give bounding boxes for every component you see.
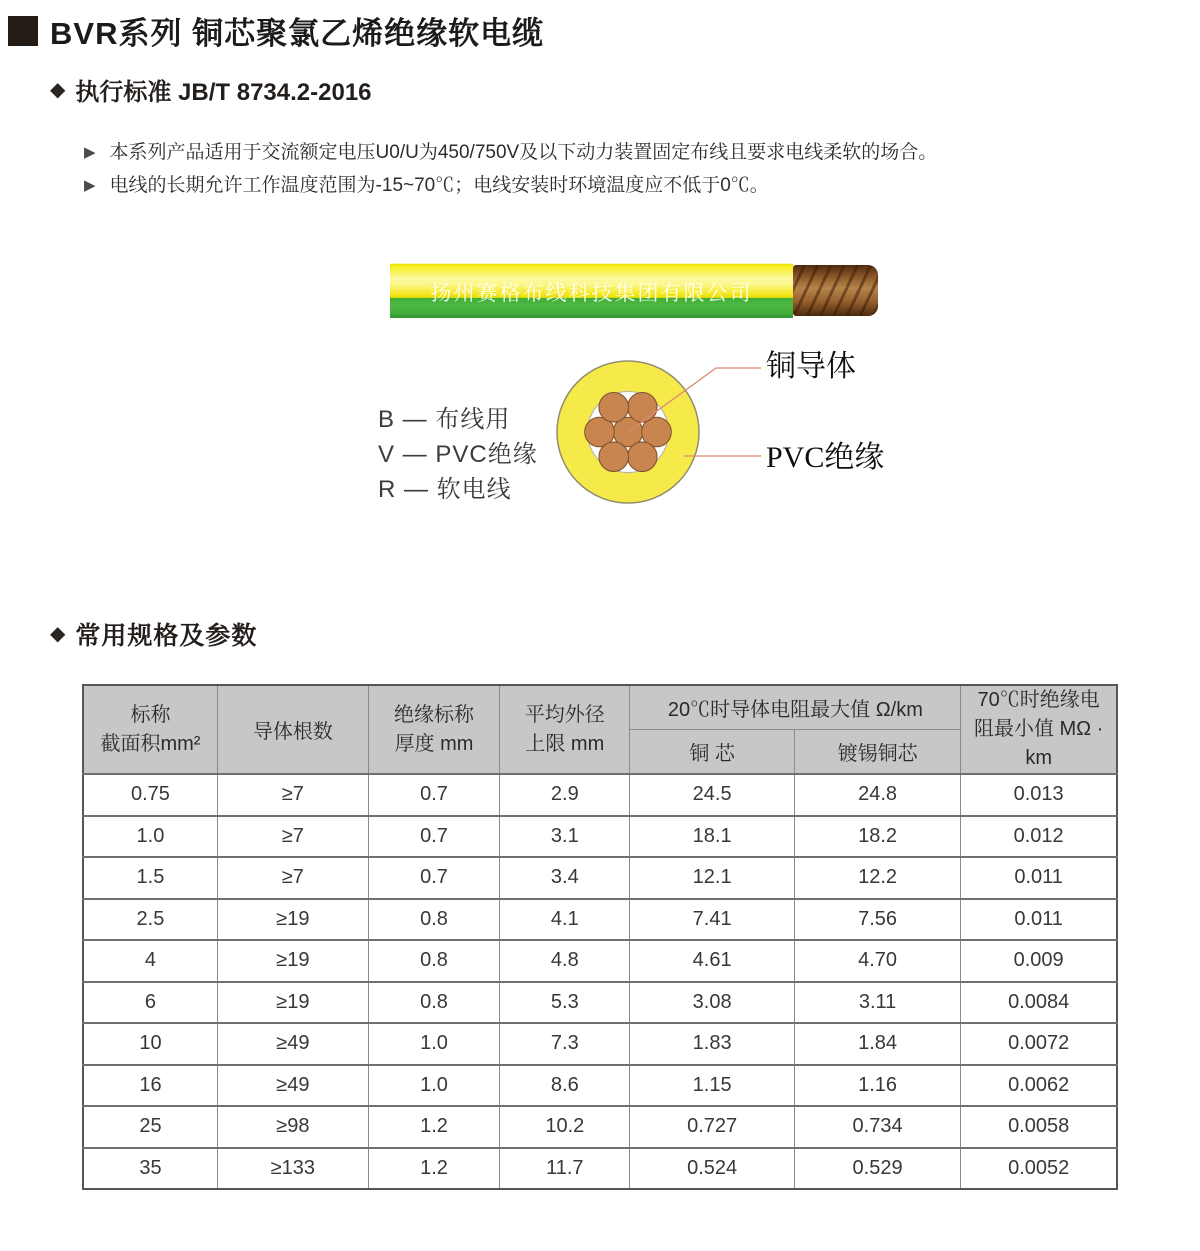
table-cell: 0.727 [630,1106,794,1148]
table-cell: ≥19 [217,940,368,982]
table-cell: 24.8 [794,774,960,816]
table-row [83,899,1117,941]
feature-text: 电线的长期允许工作温度范围为-15~70℃；电线安装时环境温度应不低于0℃。 [109,175,769,196]
table-cell: 0.734 [794,1106,960,1148]
table-row [83,857,1117,899]
table-cell: 18.1 [630,816,794,858]
table-row [83,1106,1117,1148]
table-cell: 1.2 [368,1148,499,1190]
copper-strand-end [793,265,878,316]
table-cell: 3.1 [500,816,630,858]
table-cell: ≥98 [217,1106,368,1148]
standard-text: 执行标准 JB/T 8734.2-2016 [75,79,372,106]
cable-brand-text: 扬州赛格布线科技集团有限公司 [430,281,753,305]
table-cell: ≥7 [217,857,368,899]
table-cell: 1.83 [630,1023,794,1065]
table-cell: 25 [83,1106,217,1148]
title-square-icon [8,16,38,46]
table-cell: 0.013 [961,774,1117,816]
standard-row [50,72,372,107]
spec-table-body [83,774,1117,1189]
table-cell: 1.2 [368,1106,499,1148]
table-cell: 0.0062 [961,1065,1117,1107]
bvr-legend [378,402,538,507]
table-cell: 7.41 [630,899,794,941]
table-cell: ≥19 [217,899,368,941]
header-conductor-count: 导体根数 [217,685,368,774]
table-cell: 1.0 [83,816,217,858]
table-cell: 0.7 [368,774,499,816]
table-cell: 0.8 [368,899,499,941]
table-row [83,774,1117,816]
table-cell: 0.524 [630,1148,794,1190]
insulation-label: PVC绝缘 [766,441,885,474]
table-cell: 0.8 [368,982,499,1024]
header-copper-core: 铜 芯 [630,730,794,775]
table-row [83,816,1117,858]
table-cell: 16 [83,1065,217,1107]
header-tinned-copper-core: 镀锡铜芯 [794,730,960,775]
table-cell: 4.1 [500,899,630,941]
table-cell: ≥49 [217,1065,368,1107]
table-cell: 0.009 [961,940,1117,982]
table-cell: 12.1 [630,857,794,899]
table-cell: 0.012 [961,816,1117,858]
table-cell: 0.0058 [961,1106,1117,1148]
cross-section-diagram [548,352,763,522]
cable-illustration [390,263,793,318]
table-cell: 7.56 [794,899,960,941]
conductor-label: 铜导体 [766,350,856,383]
diamond-bullet-icon: ◆ [50,623,66,645]
table-cell: 4.70 [794,940,960,982]
table-cell: 0.7 [368,816,499,858]
table-cell: 3.11 [794,982,960,1024]
table-cell: 1.0 [368,1065,499,1107]
page-title-row [8,8,544,53]
table-cell: 10 [83,1023,217,1065]
table-cell: 24.5 [630,774,794,816]
table-cell: 10.2 [500,1106,630,1148]
legend-line-r: R — 软电线 [378,476,512,503]
feature-text: 本系列产品适用于交流额定电压U0/U为450/750V及以下动力装置固定布线且要求电线柔软的场合。 [109,142,938,163]
table-cell: 3.08 [630,982,794,1024]
table-cell: 1.5 [83,857,217,899]
table-row [83,1148,1117,1190]
spec-section-heading-row [50,616,257,652]
spec-table-header [83,685,1117,774]
table-cell: 0.529 [794,1148,960,1190]
table-cell: 1.15 [630,1065,794,1107]
table-cell: ≥7 [217,774,368,816]
table-cell: 0.011 [961,899,1117,941]
table-cell: ≥7 [217,816,368,858]
table-cell: 1.16 [794,1065,960,1107]
page-title: BVR系列 铜芯聚氯乙烯绝缘软电缆 [50,16,545,51]
table-cell: ≥19 [217,982,368,1024]
legend-line-v: V — PVC绝缘 [378,441,538,468]
table-cell: 0.0084 [961,982,1117,1024]
table-cell: 11.7 [500,1148,630,1190]
table-cell: 12.2 [794,857,960,899]
table-cell: 0.0072 [961,1023,1117,1065]
feature-item [84,141,937,174]
table-cell: 4.61 [630,940,794,982]
table-row [83,1065,1117,1107]
table-cell: 0.8 [368,940,499,982]
spec-table [82,684,1118,1190]
table-cell: 7.3 [500,1023,630,1065]
table-row [83,982,1117,1024]
table-cell: 0.75 [83,774,217,816]
header-mean-od: 平均外径 上限 mm [500,685,630,774]
table-row [83,940,1117,982]
table-cell: 2.5 [83,899,217,941]
table-cell: 2.9 [500,774,630,816]
triangle-bullet-icon: ▶ [84,177,96,194]
table-cell: ≥49 [217,1023,368,1065]
feature-list [84,141,937,207]
table-cell: 0.011 [961,857,1117,899]
table-cell: 8.6 [500,1065,630,1107]
table-cell: 4.8 [500,940,630,982]
diamond-bullet-icon: ◆ [50,78,66,101]
legend-line-b: B — 布线用 [378,406,511,433]
feature-item [84,174,937,207]
table-cell: 1.0 [368,1023,499,1065]
table-cell: 4 [83,940,217,982]
table-cell: ≥133 [217,1148,368,1190]
table-cell: 0.7 [368,857,499,899]
table-row [83,1023,1117,1065]
table-cell: 1.84 [794,1023,960,1065]
header-resistance-group: 20℃时导体电阻最大值 Ω/km [630,685,961,730]
header-nominal-area: 标称 截面积mm² [83,685,217,774]
spec-section-heading: 常用规格及参数 [75,622,258,650]
table-cell: 3.4 [500,857,630,899]
table-cell: 35 [83,1148,217,1190]
header-insulation-resistance: 70℃时绝缘电 阻最小值 MΩ · km [961,685,1117,774]
table-cell: 5.3 [500,982,630,1024]
table-cell: 6 [83,982,217,1024]
header-insulation-thickness: 绝缘标称 厚度 mm [368,685,499,774]
table-cell: 0.0052 [961,1148,1117,1190]
table-cell: 18.2 [794,816,960,858]
triangle-bullet-icon: ▶ [84,144,96,161]
